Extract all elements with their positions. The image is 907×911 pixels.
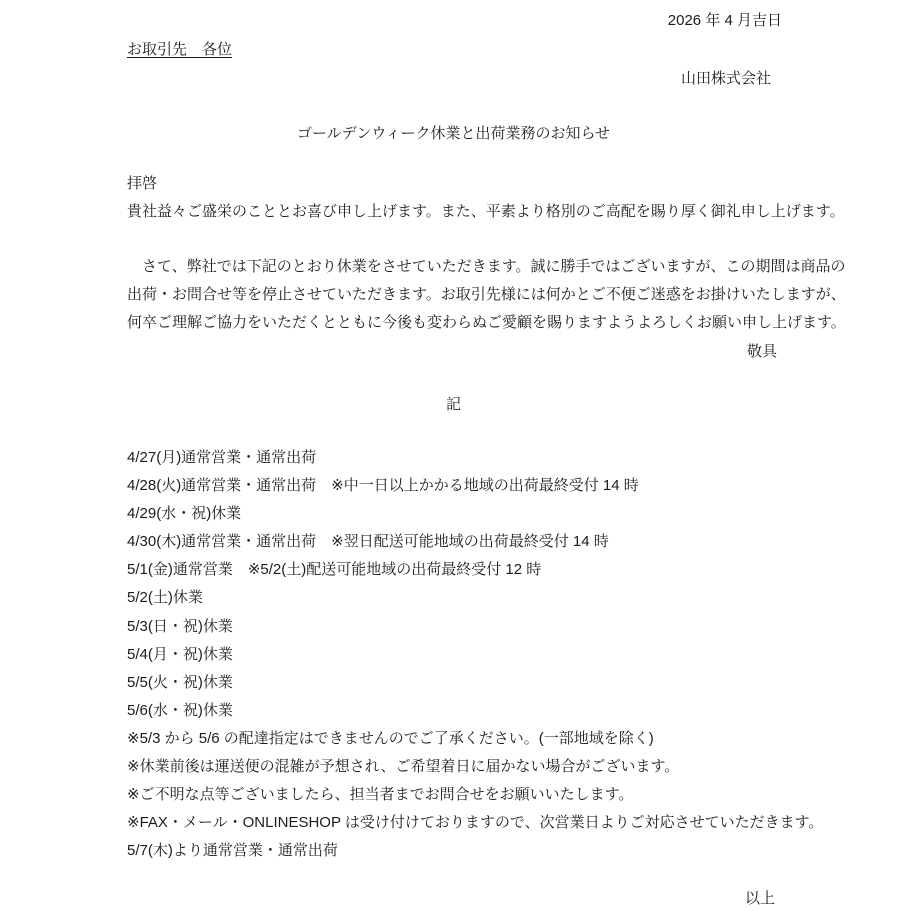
schedule-line: 5/5(火・祝)休業 — [127, 673, 233, 691]
greeting-line: 貴社益々ご盛栄のこととお喜び申し上げます。また、平素より格別のご高配を賜り厚く御礼申し上げます。 — [127, 203, 845, 220]
note-line: ※ご不明な点等ございましたら、担当者までお問合せをお願いいたします。 — [127, 786, 634, 804]
body-line: さて、弊社では下記のとおり休業をさせていただきます。誠に勝手ではございますが、この期間は商品の — [127, 258, 846, 275]
document-title: ゴールデンウィーク休業と出荷業務のお知らせ — [296, 125, 611, 142]
salutation: 拝啓 — [127, 175, 158, 192]
schedule-line: 5/3(日・祝)休業 — [127, 617, 233, 635]
schedule-line: 5/6(水・祝)休業 — [127, 701, 233, 719]
schedule-line: 4/30(木)通常営業・通常出荷 ※翌日配送可能地域の出荷最終受付 14 時 — [127, 533, 609, 551]
schedule-line: 5/4(月・祝)休業 — [127, 645, 233, 663]
schedule-line: 4/27(月)通常営業・通常出荷 — [127, 449, 317, 466]
schedule-line: 4/29(水・祝)休業 — [127, 505, 242, 523]
end-marker: 以上 — [744, 890, 775, 907]
company-name: 山田株式会社 — [680, 70, 771, 87]
note-line: ※休業前後は運送便の混雑が予想され、ご希望着日に届かない場合がございます。 — [127, 758, 680, 776]
note-line: ※5/3 から 5/6 の配達指定はできませんのでご了承ください。(一部地域を除く) — [127, 729, 654, 747]
schedule-line: 4/28(火)通常営業・通常出荷 ※中一日以上かかる地域の出荷最終受付 14 時 — [127, 477, 639, 495]
closing-word: 敬具 — [746, 343, 777, 360]
record-marker: 記 — [445, 396, 461, 413]
schedule-line: 5/2(土)休業 — [127, 589, 203, 607]
body-line: 何卒ご理解ご協力をいただくとともに今後も変わらぬご愛顧を賜りますようよろしくお願い申し上げます。 — [127, 314, 846, 331]
note-line: ※FAX・メール・ONLINESHOP は受け付けておりますので、次営業日よりご対応させていただきます。 — [127, 814, 824, 832]
date-line: 2026 年 4 月吉日 — [667, 12, 782, 29]
schedule-line: 5/1(金)通常営業 ※5/2(土)配送可能地域の出荷最終受付 12 時 — [127, 561, 542, 579]
addressee: お取引先 各位 — [127, 41, 233, 58]
resume-line: 5/7(木)より通常営業・通常出荷 — [127, 842, 338, 860]
body-line: 出荷・お問合せ等を停止させていただきます。お取引先様には何かとご不便ご迷惑をお掛けいたしますが、 — [127, 286, 846, 303]
schedule-section — [127, 444, 907, 865]
